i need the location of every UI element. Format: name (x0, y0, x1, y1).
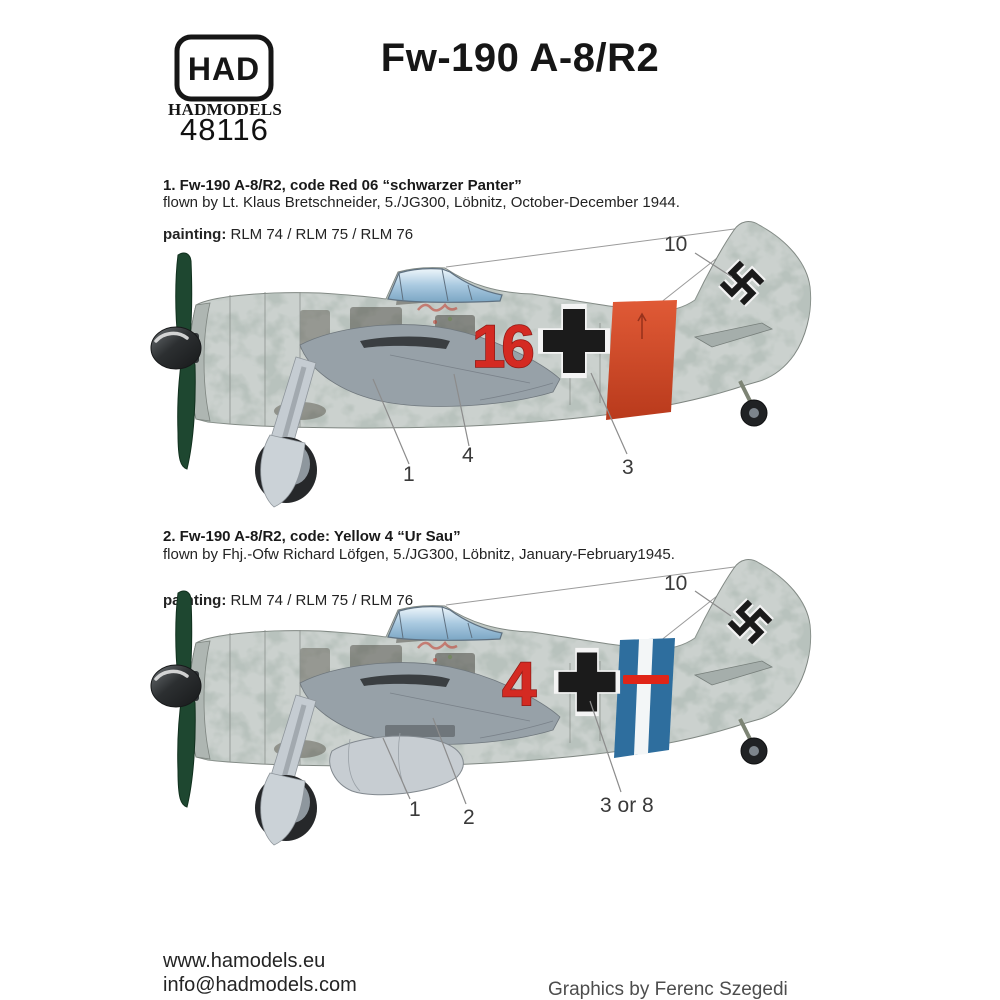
page-title: Fw-190 A-8/R2 (380, 36, 660, 80)
painting-label: painting: (163, 592, 227, 609)
scheme1-pilot-line: flown by Lt. Klaus Bretschneider, 5./JG300, Löbnitz, October-December 1944. (163, 194, 680, 211)
had-logo (173, 33, 275, 108)
website-url: www.hamodels.eu (163, 950, 326, 972)
aircraft-profile-2 (150, 553, 830, 863)
tank-rack (385, 725, 455, 737)
aircraft-profile-1 (150, 215, 830, 525)
painting-label: painting: (163, 226, 227, 243)
painting-value: RLM 74 / RLM 75 / RLM 76 (230, 226, 414, 243)
band-red-dash (623, 675, 669, 684)
callout-label: 1 (403, 463, 415, 486)
product-code: 48116 (180, 112, 269, 147)
graphics-credit: Graphics by Ferenc Szegedi (548, 979, 788, 1000)
contact-email: info@hadmodels.com (163, 974, 357, 996)
callout-label: 2 (463, 806, 475, 829)
callout-label: 3 (622, 456, 634, 479)
callout-label: 4 (462, 444, 474, 467)
callout-label: 10 (664, 233, 688, 256)
logo-text: HAD (187, 51, 261, 87)
callout-label: 3 or 8 (600, 794, 654, 817)
painting-value: RLM 74 / RLM 75 / RLM 76 (230, 592, 414, 609)
callout-label: 10 (664, 572, 688, 595)
scheme1-heading: 1. Fw-190 A-8/R2, code Red 06 “schwarzer Panter” (163, 177, 522, 194)
scheme2-heading: 2. Fw-190 A-8/R2, code: Yellow 4 “Ur Sau” (163, 528, 461, 545)
aircraft-code-number: 16 (472, 313, 531, 380)
brand-name: HADMODELS (168, 100, 283, 119)
callout-label: 1 (409, 798, 421, 821)
aircraft-code-number: 4 (502, 650, 537, 719)
scheme2-pilot-line: flown by Fhj.-Ofw Richard Löfgen, 5./JG300, Löbnitz, January-February1945. (163, 546, 675, 563)
